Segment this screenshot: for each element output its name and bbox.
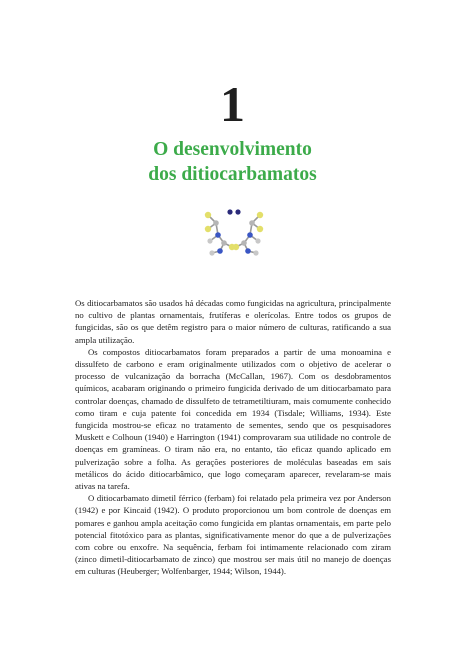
molecule-structure-icon	[194, 205, 274, 261]
paragraph-intro: Os ditiocarbamatos são usados há décadas como fungicidas na agricultura, principalmente no cultivo de plantas ornamentais, frutíferas e olerícolas. Entre todos os grupos de fungicidas, são os que detêm registro para o maior número de culturas, ratificando a sua ampla utilização.	[75, 298, 391, 345]
paragraph-ferbam: O ditiocarbamato dimetil férrico (ferbam) foi relatado pela primeira vez por Anderson (1942) e por Kincaid (1942). O produto proporcionou um bom controle de doenças em pomares e ganhou ampla aceitação como fungicida em plantas ornamentais, em parte pelo potencial fitotóxico para as plantas, significativamente menor do que a de pulverizações com cobre ou enxofre. Na sequência, ferbam foi intimamente relacionado com ziram (zinco dimetil-ditiocarbamato de zinco) que mostrou ser mais útil no manejo de doenças em culturas (Heuberger; Wolfenbarger, 1944; Wilson, 1944).	[75, 493, 391, 577]
paragraph-history: Os compostos ditiocarbamatos foram preparados a partir de uma monoamina e dissulfeto de carbono e eram originalmente utilizados com o objetivo de acelerar o processo de vulcanização da borracha (McCallan, 1967). Com os desdobramentos químicos, acabaram originando o primeiro fungicida derivado de um ditiocarbamato para controlar doenças, chamado de dissulfeto de tetrametiltiuram, mais comumente conhecido como tiram e cuja patente foi concedida em 1934 (Tisdale; Williams, 1934). Este fungicida mostrou-se eficaz no tratamento de sementes, sendo que os pesquisadores Muskett e Colhoun (1940) e Harrington (1941) comprovaram sua utilidade no controle de doenças em gramíneas. O tiram não era, no entanto, tão eficaz quando aplicado em pulverização sobre a folha. As gerações posteriores de moléculas baseadas em sais metálicos do ácido ditiocarbâmico, que logo começaram aparecer, revelaram-se mais ativas na tarefa.	[75, 346, 391, 492]
chapter-title-line-2: dos ditiocarbamatos	[148, 164, 317, 185]
chapter-number: 1	[220, 76, 245, 132]
chapter-title	[60, 137, 405, 187]
chapter-title-line-1: O desenvolvimento	[153, 139, 312, 160]
chapter-body	[75, 297, 391, 578]
molecule-atoms	[205, 209, 263, 255]
